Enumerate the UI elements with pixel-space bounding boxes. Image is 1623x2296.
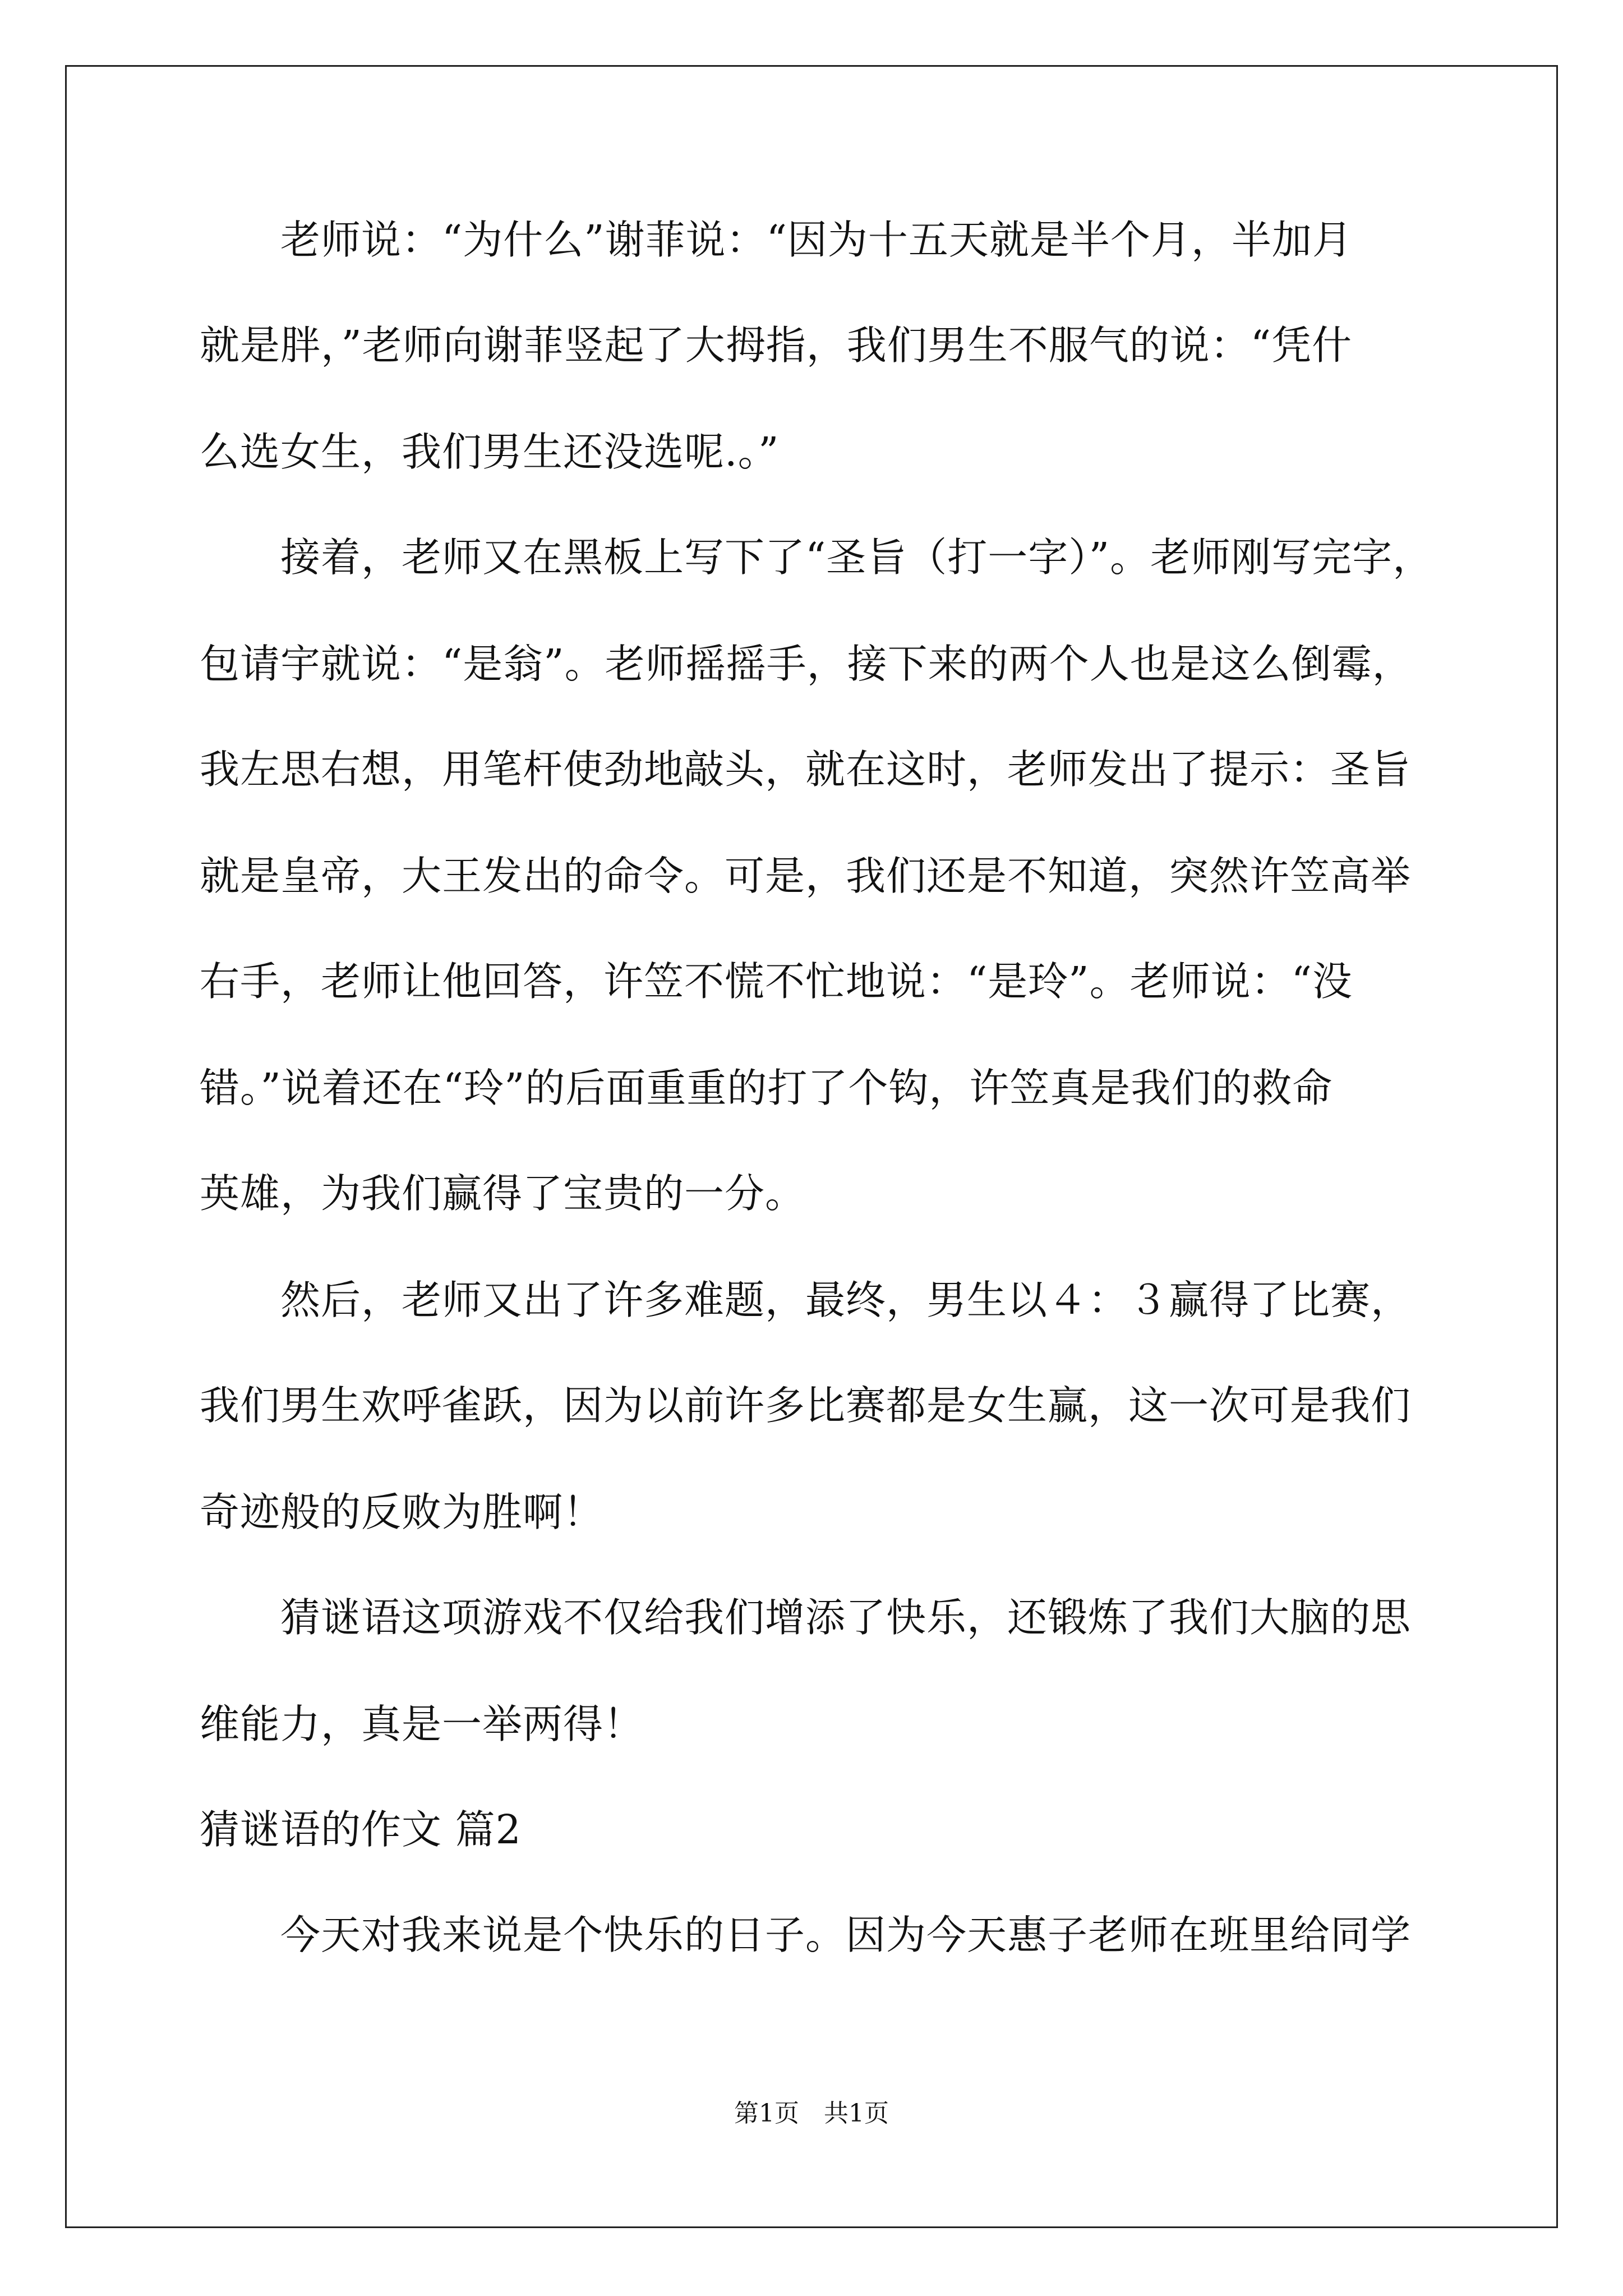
text-line: 维能力，真是一举两得！ <box>200 1701 644 1747</box>
text-line: 右手，老师让他回答，许笠不慌不忙地说：“是玲”。老师说：“没 <box>200 958 1353 1005</box>
text-line: 今天对我来说是个快乐的日子。因为今天惠子老师在班里给同学 <box>200 1912 1412 1958</box>
text-line: 接着，老师又在黑板上写下了“圣旨（打一字）”。老师刚写完字， <box>200 534 1433 581</box>
page-border <box>65 65 1558 2228</box>
text-line: 就是胖，”老师向谢菲竖起了大拇指，我们男生不服气的说：“凭什 <box>200 322 1353 369</box>
text-line: 奇迹般的反败为胜啊！ <box>200 1489 604 1535</box>
text-line: 然后，老师又出了许多难题，最终，男生以４：３赢得了比赛， <box>200 1277 1412 1323</box>
text-line: 我左思右想，用笔杆使劲地敲头，就在这时，老师发出了提示：圣旨 <box>200 746 1412 793</box>
text-line: 错。”说着还在“玲”的后面重重的打了个钩，许笠真是我们的救命 <box>200 1065 1333 1111</box>
section-heading: 猜谜语的作文 篇2 <box>200 1806 522 1853</box>
text-line: 我们男生欢呼雀跃，因为以前许多比赛都是女生赢，这一次可是我们 <box>200 1382 1412 1429</box>
text-line: 么选女生，我们男生还没选呢.。” <box>200 429 780 475</box>
text-line: 包请宇就说：“是翁”。老师摇摇手，接下来的两个人也是这么倒霉， <box>200 641 1413 687</box>
text-line: 老师说：“为什么”谢菲说：“因为十五天就是半个月，半加月 <box>200 217 1353 263</box>
text-line: 猜谜语这项游戏不仅给我们增添了快乐，还锻炼了我们大脑的思 <box>200 1594 1412 1641</box>
text-line: 英雄，为我们赢得了宝贵的一分。 <box>200 1170 806 1217</box>
text-line: 就是皇帝，大王发出的命令。可是，我们还是不知道，突然许笠高举 <box>200 853 1412 899</box>
page-footer: 第1页 共1页 <box>734 2099 889 2128</box>
